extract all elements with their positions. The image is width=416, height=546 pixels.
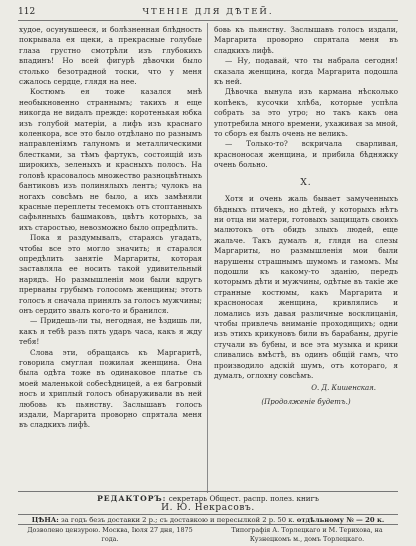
price-line xyxy=(18,516,398,524)
page-header xyxy=(18,7,398,19)
running-title: ЧТЕНІЕ ДЛЯ ДѢТЕЙ. xyxy=(142,7,274,17)
left-column xyxy=(19,25,202,431)
paragraph: Хотя и очень жаль бывает замученныхъ бѣдныхъ птичекъ, но дѣтей, у которыхъ нѣтъ ни отца ни матери, готовыхъ защищать своихъ малютокъ отъ обидъ злыхъ людей, еще жальче. Такъ думалъ я, глядя на слезы Маргариты, но размышленія мои были нарушены страшнымъ шумомъ и гамомъ. Мы подошли къ какому-то зданію, передъ которымъ дѣти и мужчины, одѣтые въ такіе же странные костюмы, какъ Маргарита и красноносая женщина, кривлялись и ломались изъ давая различные восклицанія, чтобы привлечь вниманіе проходящихъ; одни изъ этихъ крикуновъ били въ барабаны, другіе стучали въ бубны, и все эта музыка и крики сливались вмѣстѣ, въ одинъ общій гамъ, что производило адскій шумъ, отъ котораго, я думалъ, оглохну совсѣмъ. xyxy=(214,194,398,380)
single-issue-label: отдѣльному № xyxy=(296,516,354,524)
paragraph: — Придешь-ли ты, негодная, не ѣздишь ли, какъ я тебѣ разъ пять ударъ часа, какъ я жду тебя! xyxy=(19,316,202,347)
editor-line xyxy=(18,494,398,503)
paragraph: худое, осунувшееся, и болѣзненная блѣдность покрывала ея щеки, а прекрасные голубые глаза грустно смотрѣли изъ глубокихъ впадинъ! Но всей фигурѣ дѣвочки было столько безотрадной тоски, что у меня сжалось сердце, глядя на нее. xyxy=(19,25,202,87)
price-text: за годъ безъ доставки 2 р.; съ доставкою и пересылкой 2 р. 50 к. xyxy=(60,516,295,524)
paragraph: — Ну, подавай, что ты набрала сегодня! сказала женщина, когда Маргарита подошла къ ней. xyxy=(214,56,398,87)
price-label: ЦѢНА: xyxy=(31,516,59,524)
paragraph: Дѣвочка вынула изъ кармана нѣсколько копѣекъ, кусочки хлѣба, которые успѣла собрать за это утро; но такъ какъ она употребила много времени, ухаживая за мной, то сборъ ея былъ очень не великъ. xyxy=(214,87,398,139)
paragraph: Пока я раздумывалъ, стараясь угадать, чтобы все это могло значить; я старался опредѣлить занятіе Маргариты, которая заставляла ее носить такой удивительный нарядъ. Но размышленія мои были вдругъ прерваны грубымъ голосомъ женщины; этотъ голосъ я сначала принялъ за голосъ мужчины; онъ сердито звалъ кого-то и бранился. xyxy=(19,233,202,315)
paragraph: бовь къ пьянству. Заслышавъ голосъ издали, Маргарита проворно спрятала меня въ сладкихъ лифѣ. xyxy=(214,25,398,55)
price-rule xyxy=(18,514,398,515)
editor-label: РЕДАКТОРЪ: xyxy=(97,494,167,503)
editor-name: И. Ю. Некрасовъ. xyxy=(161,503,255,513)
right-column xyxy=(214,25,398,407)
paragraph: — Только-то? вскричала сварливая, красноносая женщина, и прибила бѣдняжку очень больно. xyxy=(214,139,398,170)
column-divider xyxy=(207,23,208,493)
section-number: X. xyxy=(300,177,312,188)
continued-note: (Продолженіе будетъ.) xyxy=(261,397,351,406)
editor-text: секретарь Общест. распр. полез. книгъ xyxy=(168,494,319,503)
printer-note: Типографія А. Торлецкаго и М. Терихова, на Кузнецкомъ м., домъ Торлецкаго. xyxy=(231,526,383,543)
paragraph: Костюмъ ея тоже казался мнѣ необыкновенно страннымъ; такихъ я еще никогда не видалъ прежде: коротенькая юбка изъ голубой матеріи, а лифъ изъ краснаго коленкора, все это было отдѣлано по разнымъ направленіямъ галуномъ и металлическими блестками, за тѣмъ фартукъ, состоящій изъ широкихъ, зеленыхъ и красныхъ полосъ. На головѣ красовалось множество разноцвѣтныхъ бантиковъ изъ полинялыхъ лентъ; чулокъ на ногахъ совсѣмъ не было, а ихъ замѣняли красные переплеты тесемокъ отъ стоптанныхъ сафьянныхъ башмаковъ, цвѣтъ которыхъ, за ихъ старостью, невозможно было опредѣлить. xyxy=(19,87,202,232)
header-rule xyxy=(18,20,398,21)
single-issue-price: — 20 к. xyxy=(355,516,385,524)
author-signature: О. Д. Кишенская. xyxy=(311,384,376,393)
editor-rule xyxy=(18,491,398,492)
paragraph: Слова эти, обращаясь къ Маргаритѣ, говорила смуглая пожилая женщина. Она была одѣта тоже въ одинаковое платье съ моей маленькой собесѣдницей, а ея багровый носъ и хриплый голосъ обнаруживали въ ней любовь къ пьянству. Заслышавъ голосъ издали, Маргарита проворно спрятала меня въ сладкихъ лифѣ. xyxy=(19,347,202,430)
footer-rule xyxy=(18,524,398,525)
censor-note: Дозволено цензурою. Москва, Іюля 27 дня, 1875 года. xyxy=(27,526,193,543)
page-number: 112 xyxy=(18,7,36,17)
